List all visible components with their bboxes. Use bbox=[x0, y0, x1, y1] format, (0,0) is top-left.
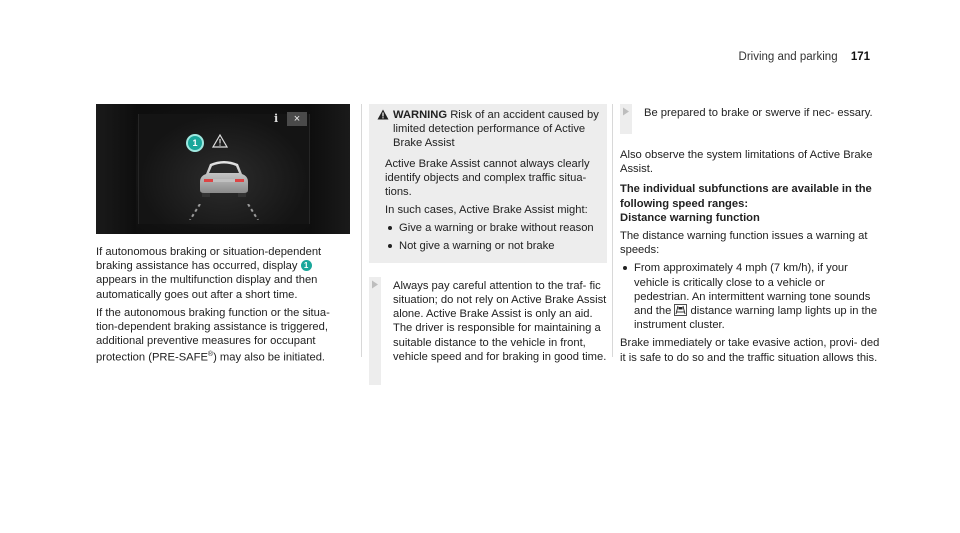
page-number: 171 bbox=[850, 51, 870, 63]
close-icon: × bbox=[287, 112, 307, 126]
note-box bbox=[620, 104, 882, 134]
note-text: Always pay careful attention to the traf- fic situation; do not rely on Active Brake Assist alone. Active Brake Assist is only an aid. The driver is responsible for maintaining a suitable distance to the vehicle in front, vehicle speed and for braking in good time. bbox=[393, 279, 607, 363]
distance-warning-lamp-icon bbox=[674, 304, 687, 316]
car-rear-icon bbox=[198, 158, 250, 198]
display-side-panel-right bbox=[310, 104, 350, 234]
warning-paragraph: In such cases, Active Brake Assist might: bbox=[385, 204, 588, 217]
callout-badge: 1 bbox=[301, 260, 312, 271]
caption-text: If the autonomous braking function or the situa- tion-dependent braking assistance is triggered, additional preventive measures for occupant protection (PRE-SAFE bbox=[96, 306, 330, 365]
page-header bbox=[739, 50, 870, 64]
section-name: Driving and parking bbox=[738, 51, 838, 63]
caption-text: appears in the multifunction display and then automatically goes out after a short time. bbox=[96, 274, 318, 301]
warning-bullet-list bbox=[385, 221, 599, 252]
play-arrow-icon bbox=[622, 107, 630, 116]
column-divider bbox=[361, 104, 362, 357]
note-text: Be prepared to brake or swerve if nec- essary. bbox=[644, 107, 873, 119]
list-item: Give a warning or brake without reason bbox=[385, 221, 599, 235]
column-middle bbox=[369, 104, 607, 385]
info-icon: i bbox=[274, 112, 279, 125]
play-arrow-icon bbox=[371, 280, 379, 289]
paragraph-observe: Also observe the system limitations of Active Brake Assist. bbox=[620, 149, 873, 176]
list-item bbox=[620, 261, 882, 332]
warning-title bbox=[393, 108, 599, 151]
warning-header bbox=[377, 108, 599, 151]
caption-paragraph-2 bbox=[96, 306, 354, 366]
section-title: Distance warning function bbox=[620, 211, 760, 224]
warning-title-text: Risk of an accident caused by limited detection performance of Active Brake Assist bbox=[393, 109, 599, 150]
warning-box bbox=[369, 104, 607, 263]
caption-text: If autonomous braking or situation-dependent braking assistance has occurred, display bbox=[96, 246, 322, 273]
list-item-text: distance warning lamp lights up in the instrument cluster. bbox=[634, 305, 878, 332]
warning-label: WARNING bbox=[393, 109, 448, 121]
note-box bbox=[369, 277, 607, 385]
list-item: Not give a warning or not brake bbox=[385, 239, 599, 253]
note-bar bbox=[620, 104, 632, 134]
paragraph-brake: Brake immediately or take evasive action, provi- ded it is safe to do so and the traffic situation allows this. bbox=[620, 337, 880, 364]
display-side-panel-left bbox=[96, 104, 136, 234]
caption-text: ) may also be initiated. bbox=[213, 352, 326, 365]
registered-mark: ® bbox=[207, 351, 214, 359]
caption-paragraph-1 bbox=[96, 245, 354, 302]
paragraph-distance: The distance warning function issues a warning at speeds: bbox=[620, 230, 868, 257]
column-right bbox=[620, 104, 882, 369]
list-item-text: From approximately 4 mph (7 km/h), if your vehicle is critically close to a vehicle or pedestrian. An intermittent warning tone sounds and the bbox=[634, 262, 871, 318]
column-divider bbox=[612, 104, 613, 357]
display-illustration bbox=[96, 104, 350, 234]
warning-triangle-icon bbox=[377, 108, 393, 151]
warning-body bbox=[377, 157, 599, 253]
warning-triangle-icon bbox=[212, 134, 228, 148]
road-markings-icon bbox=[186, 204, 262, 220]
image-caption bbox=[96, 245, 354, 365]
note-bar bbox=[369, 277, 381, 385]
callout-marker: 1 bbox=[186, 134, 204, 152]
column-left bbox=[96, 104, 354, 369]
speed-bullet-list bbox=[620, 261, 882, 332]
subfunctions-heading: The individual subfunctions are available in the following speed ranges: bbox=[620, 183, 872, 210]
warning-paragraph: Active Brake Assist cannot always clearly identify objects and complex traffic situa- tions. bbox=[385, 157, 590, 199]
